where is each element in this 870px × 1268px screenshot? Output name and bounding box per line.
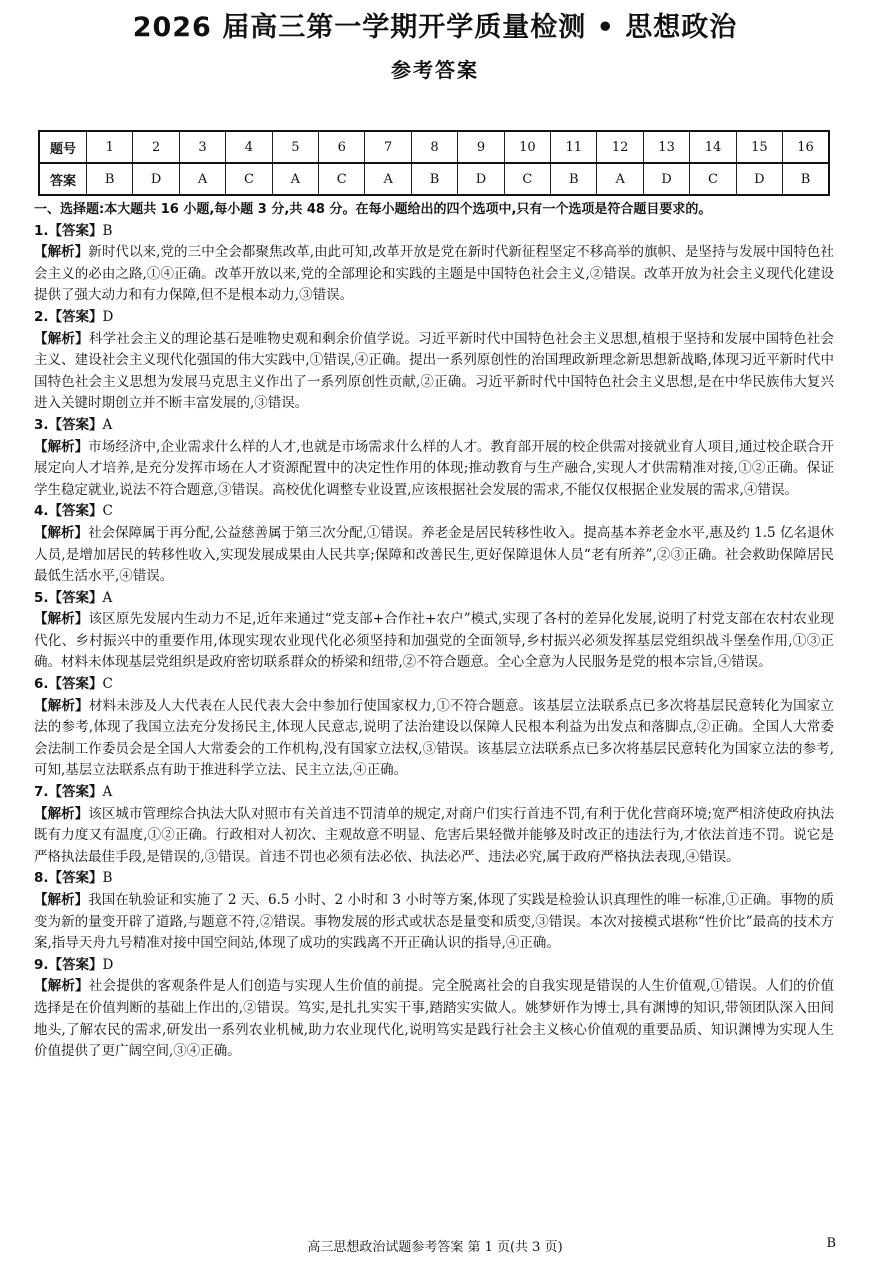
question-number-cell: 3 (179, 131, 225, 163)
question-answer-line (34, 221, 834, 243)
answer-tag: 【答案】 (48, 676, 103, 693)
analysis-tag: 【解析】 (34, 892, 89, 908)
answer-tag: 【答案】 (48, 416, 103, 433)
answer-tag: 【答案】 (48, 870, 103, 887)
analysis-tag: 【解析】 (34, 330, 89, 347)
question-answer: B (102, 222, 113, 239)
question-explanation (34, 523, 834, 588)
answer-tag: 【答案】 (48, 222, 103, 239)
answer-table (38, 130, 830, 196)
question-block-4 (34, 501, 834, 587)
answer-cell: D (643, 163, 689, 195)
page-footer: 高三思想政治试题参考答案 第 1 页(共 3 页) (307, 1240, 563, 1255)
answer-cell: D (133, 163, 179, 195)
question-number-cell: 1 (87, 131, 133, 163)
question-number-cell: 8 (411, 131, 457, 163)
question-answer: D (102, 956, 114, 973)
row-label-question-number: 题号 (39, 131, 87, 163)
page-subtitle: 参考答案 (391, 58, 479, 82)
row-label-answer: 答案 (39, 163, 87, 195)
page-title: 2026 届高三第一学期开学质量检测 • 思想政治 (132, 12, 738, 43)
question-number-cell: 5 (272, 131, 318, 163)
question-number-cell: 11 (551, 131, 597, 163)
question-number-cell: 14 (690, 131, 736, 163)
question-block-9 (34, 955, 834, 1063)
question-answer: C (102, 676, 113, 693)
question-number-cell: 10 (504, 131, 550, 163)
question-answer-line (34, 955, 834, 977)
analysis-tag: 【解析】 (34, 611, 89, 628)
question-number: 3. (34, 416, 49, 433)
question-number: 9. (34, 956, 49, 973)
question-number-cell: 2 (133, 131, 179, 163)
question-number-cell: 13 (643, 131, 689, 163)
question-number-cell: 7 (365, 131, 411, 163)
question-answer: B (102, 870, 113, 887)
question-number-cell: 16 (783, 131, 829, 163)
question-answer: A (102, 416, 113, 433)
question-number: 2. (34, 308, 49, 325)
explanation-text: 我国在轨验证和实施了 2 天、6.5 小时、2 小时和 3 小时等方案,体现了实践是检验认识真理性的唯一标准,①正确。事物的质变为新的量变开辟了道路,与题意不符,②错误。事物发展的形式或状态是量变和质变,③错误。本次对接模式堪称“性价比”最高的技术方案,指导天舟九号精准对接中国空间站,体现了成功的实践离不开正确认识的指导,④正确。 (34, 892, 834, 952)
answer-tag: 【答案】 (48, 956, 103, 973)
explanation-text: 该区原先发展内生动力不足,近年来通过“党支部+合作社+农户”模式,实现了各村的差异化发展,说明了村党支部在农村农业现代化、乡村振兴中的重要作用,体现实现农业现代化必须坚持和加强党的全面领导,乡村振兴必须发挥基层党组织战斗堡垒作用,①③正确。材料未体现基层党组织是政府密切联系群众的桥梁和纽带,②不符合题意。全心全意为人民服务是党的根本宗旨,④错误。 (34, 611, 834, 671)
question-answer-line (34, 868, 834, 890)
answer-cell: B (411, 163, 457, 195)
question-explanation (34, 890, 834, 955)
answer-cell: A (597, 163, 643, 195)
question-block-7 (34, 782, 834, 868)
question-explanation (34, 609, 834, 674)
answer-tag: 【答案】 (48, 308, 103, 325)
answer-cell: D (458, 163, 504, 195)
explanation-text: 市场经济中,企业需求什么样的人才,也就是市场需求什么样的人才。教育部开展的校企供需对接就业育人项目,通过校企联合开展定向人才培养,是充分发挥市场在人才资源配置中的决定性作用的体现;推动教育与生产融合,实现人才供需精准对接,①②正确。保证学生稳定就业,说法不符合题意,③错误。高校优化调整专业设置,应该根据社会发展的需求,不能仅仅根据企业发展的需求,④错误。 (34, 438, 835, 498)
question-number: 4. (34, 503, 49, 520)
analysis-tag: 【解析】 (34, 697, 89, 714)
question-number: 1. (34, 222, 49, 239)
analysis-tag: 【解析】 (34, 978, 89, 995)
question-number-row (39, 131, 829, 163)
question-explanation (34, 242, 834, 307)
version-mark: B (826, 1236, 836, 1251)
answer-tag: 【答案】 (48, 589, 103, 606)
explanation-text: 科学社会主义的理论基石是唯物史观和剩余价值学说。习近平新时代中国特色社会主义思想,植根于坚持和发展中国特色社会主义、建设社会主义现代化强国的伟大实践中,①错误,④正确。提出一系列原创性的治国理政新理念新思想新战略,体现习近平新时代中国特色社会主义思想为发展马克思主义作出了一系列原创性贡献,②正确。习近平新时代中国特色社会主义思想,是在中华民族伟大复兴进入关键时期创立并不断丰富发展的,③错误。 (34, 330, 835, 412)
answer-row (39, 163, 829, 195)
question-block-3 (34, 415, 834, 501)
question-number: 5. (34, 589, 49, 606)
question-block-2 (34, 307, 834, 415)
question-explanation (34, 804, 834, 869)
analysis-tag: 【解析】 (34, 524, 89, 541)
explanation-text: 社会保障属于再分配,公益慈善属于第三次分配,①错误。养老金是居民转移性收入。提高基本养老金水平,惠及约 1.5 亿名退休人员,是增加居民的转移性收入,实现发展成果由人民共享;保障和改善民生,更好保障退休人员“老有所养”,②③正确。社会救助保障居民最低生活水平,④错误。 (34, 524, 834, 585)
answer-cell: C (690, 163, 736, 195)
question-number-cell: 4 (226, 131, 272, 163)
answer-cell: A (365, 163, 411, 195)
question-answer: D (102, 308, 114, 325)
answer-cell: C (226, 163, 272, 195)
question-answer-line (34, 501, 834, 523)
explanation-text: 新时代以来,党的三中全会都聚焦改革,由此可知,改革开放是党在新时代新征程坚定不移高举的旗帜、是坚持与发展中国特色社会主义的必由之路,①④正确。改革开放以来,党的全部理论和实践的主题是中国特色社会主义,②错误。改革开放为社会主义现代化建设提供了强大动力和有力保障,但不是根本动力,③错误。 (34, 244, 835, 304)
answer-cell: D (736, 163, 782, 195)
answer-cell: C (319, 163, 365, 195)
question-answer-line (34, 307, 834, 329)
answer-explanations (34, 199, 834, 1063)
answer-tag: 【答案】 (48, 503, 103, 520)
answer-cell: A (272, 163, 318, 195)
section-heading: 一、选择题:本大题共 16 小题,每小题 3 分,共 48 分。在每小题给出的四个选项中,只有一个选项是符合题目要求的。 (34, 202, 712, 217)
question-explanation (34, 696, 834, 782)
answer-tag: 【答案】 (48, 784, 103, 801)
answer-cell: B (87, 163, 133, 195)
question-answer: C (102, 503, 113, 520)
question-number-cell: 9 (458, 131, 504, 163)
question-block-6 (34, 674, 834, 782)
question-answer-line (34, 782, 834, 804)
analysis-tag: 【解析】 (34, 438, 89, 455)
question-explanation (34, 976, 834, 1062)
explanation-text: 社会提供的客观条件是人们创造与实现人生价值的前提。完全脱离社会的自我实现是错误的人生价值观,①错误。人们的价值选择是在价值判断的基础上作出的,②错误。笃实,是扎扎实实干事,踏踏实实做人。姚梦妍作为博士,具有渊博的知识,带领团队深入田间地头,了解农民的需求,研发出一系列农业机械,助力农业现代化,说明笃实是践行社会主义核心价值观的重要品质、知识渊博为实现人生价值提供了更广阔空间,③④正确。 (34, 978, 835, 1060)
question-number: 6. (34, 676, 49, 693)
question-answer: A (102, 784, 113, 801)
question-block-8 (34, 868, 834, 954)
question-explanation (34, 437, 834, 502)
answer-cell: A (179, 163, 225, 195)
explanation-text: 材料未涉及人大代表在人民代表大会中参加行使国家权力,①不符合题意。该基层立法联系点已多次将基层民意转化为国家立法的参考,体现了我国立法充分发扬民主,体现人民意志,说明了法治建设以保障人民根本利益为出发点和落脚点,②正确。全国人大常委会法制工作委员会是全国人大常委会的工作机构,没有国家立法权,③错误。该基层立法联系点已多次将基层民意转化为国家立法的参考,可知,基层立法联系点有助于推进科学立法、民主立法,④正确。 (34, 697, 835, 779)
analysis-tag: 【解析】 (34, 244, 89, 261)
question-answer-line (34, 415, 834, 437)
question-block-5 (34, 588, 834, 674)
question-answer: A (102, 589, 113, 606)
question-number-cell: 12 (597, 131, 643, 163)
question-answer-line (34, 674, 834, 696)
question-number: 8. (34, 870, 49, 887)
question-block-1 (34, 221, 834, 307)
answer-cell: C (504, 163, 550, 195)
analysis-tag: 【解析】 (34, 805, 89, 822)
question-answer-line (34, 588, 834, 610)
question-explanation (34, 329, 834, 415)
question-number: 7. (34, 784, 49, 801)
explanation-text: 该区城市管理综合执法大队对照市有关首违不罚清单的规定,对商户们实行首违不罚,有利于优化营商环境;宽严相济使政府执法既有力度又有温度,①②正确。行政相对人初次、主观故意不明显、危害后果轻微并能够及时改正的违法行为,才依法首违不罚。说它是严格执法最佳手段,是错误的,③错误。首违不罚也必须有法必依、执法必严、违法必究,属于政府严格执法表现,④错误。 (34, 805, 834, 865)
question-number-cell: 15 (736, 131, 782, 163)
question-number-cell: 6 (319, 131, 365, 163)
answer-cell: B (551, 163, 597, 195)
answer-cell: B (783, 163, 829, 195)
